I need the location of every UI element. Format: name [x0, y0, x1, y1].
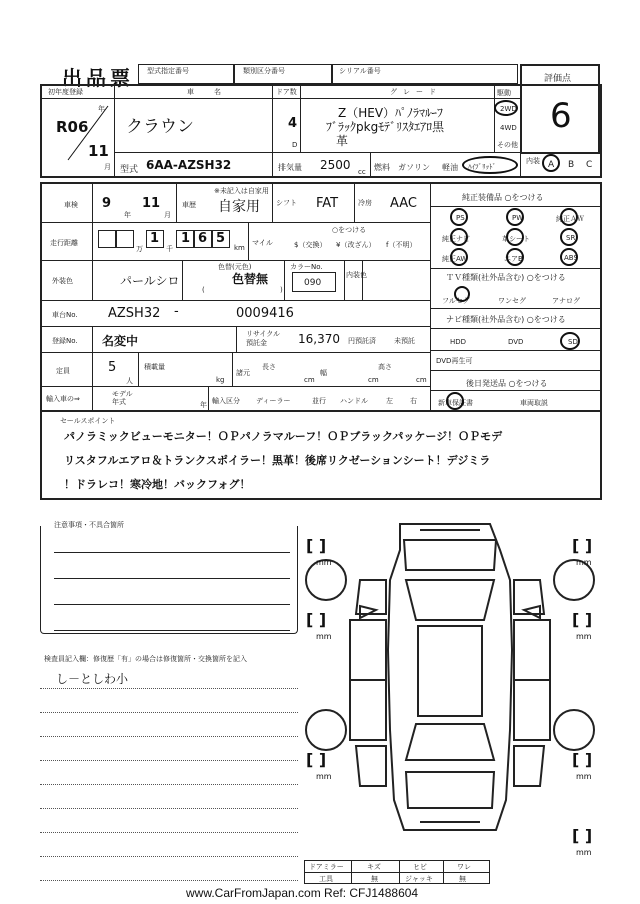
tv-fullseg-circle	[454, 286, 470, 302]
opt-sr-circle	[560, 228, 578, 246]
opt-ps-circle	[450, 208, 468, 226]
opt-pw-circle	[506, 208, 524, 226]
exterior-color: パールシロ	[120, 274, 180, 288]
grade-line3: 革	[336, 134, 349, 148]
displacement: 2500	[320, 158, 351, 172]
opt-leather-circle	[506, 228, 524, 246]
score-value: 6	[550, 96, 572, 136]
color-change: 色替無	[232, 272, 269, 286]
sheet-title: 出品票	[62, 66, 134, 90]
vehicle-basic-section: 初年度登録 年 R06 11 月 車名 クラウン ドア数 4 D グレード Z（HEV）ﾊﾟﾉﾗﾏﾙｰﾌ ﾌﾞﾗｯｸpkgﾓﾃﾞﾘｽﾀｴｱﾛ黒 革 駆動 2WD 4WD その他 型式 6AA-AZSH32 排気量 2500 cc 燃料 ガソリン 軽油 ﾊｲﾌﾞﾘｯﾄﾞ 内装 A B C	[40, 84, 602, 178]
score-label: 評価点	[544, 74, 572, 84]
class-box: 類別区分番号	[234, 64, 332, 84]
shift-value: FAT	[316, 196, 339, 211]
fuel-hybrid-circle	[462, 156, 518, 174]
selling-points: セールスポイント パノラミックビューモニター！ＯＰパノラマルーフ！ＯＰブラックパッケージ！ＯＰモデ リスタフルエアロ＆トランクスポイラー！黒革！後席リクゼーションシート！デジミラ ！ドラレコ！寒冷地！バックフォグ！	[40, 410, 602, 500]
registration: 名変中	[102, 334, 139, 348]
opt-aw-circle	[450, 248, 468, 266]
serial-box: シリアル番号	[332, 64, 518, 84]
mileage-digit-3: 6	[198, 231, 208, 246]
drive-2wd-circle	[494, 100, 518, 116]
docs-warranty-circle	[446, 392, 464, 410]
frame-number: 0009416	[236, 306, 294, 321]
doors-value: 4	[288, 116, 298, 131]
mileage-digit-1: 1	[150, 231, 160, 246]
capacity: 5	[108, 360, 117, 375]
nav-sd-circle	[560, 332, 580, 350]
interior-a-circle	[542, 154, 560, 172]
opt-nav-circle	[450, 228, 468, 246]
notes-box	[40, 526, 298, 634]
damage-legend: ドアミラー キズ ヒビ ワレ 工具 無 ジャッキ 無	[304, 860, 490, 884]
inspector-note: し－としわ小	[56, 672, 129, 686]
notes-label: 注意事項・不具合箇所	[54, 521, 124, 529]
mileage-digit-4: 5	[216, 231, 226, 246]
car-damage-diagram	[300, 510, 600, 850]
frame-model: AZSH32	[108, 306, 161, 321]
color-number: 090	[304, 278, 322, 288]
mileage-digit-2: 1	[181, 231, 191, 246]
inspect-year: 9	[102, 196, 112, 211]
inspector-label: 検査員記入欄：修復歴「有」の場合は修復箇所・交換箇所を記入	[44, 655, 247, 663]
grade-line1: Z（HEV）ﾊﾟﾉﾗﾏﾙｰﾌ	[338, 106, 444, 120]
first-reg-month: 11	[88, 142, 109, 160]
ac-value: AAC	[390, 196, 417, 211]
history-value: 自家用	[218, 199, 260, 215]
inspect-month: 11	[142, 196, 161, 211]
type-cert-box: 型式指定番号	[138, 64, 234, 84]
car-name: クラウン	[126, 117, 194, 137]
footer-ref: www.CarFromJapan.com Ref: CFJ1488604	[186, 886, 419, 900]
recycle-fee: 16,370	[298, 332, 340, 346]
opt-abs-circle	[560, 248, 578, 266]
opt-airbag-circle	[506, 248, 524, 266]
vehicle-details-section: 車検 9 年 11 月 車歴 ※未記入は自家用 自家用 シフト FAT 冷房 AAC 走行距離 万 1 千 1 6 5 km マイル ○をつける $（交換） ¥（改ざん） f（不明） 外装色 パールシロ 色替(元色) 色替無 ( ) カラーNo. 090 内装色 車台No. AZSH32 - 0009416 登録No. 名変中 リサイクル預託金 16,370 円預託済 未預託 定員 5 人 積載量 kg 諸元 長さ cm 幅 cm 高さ cm 輸入車の⇒ モデル年式 年 輸入区分 ディーラー 並行 ハンドル 左 右 純正装備品 ○をつける PS PW 純正ＡＷ 純正ナビ 革シート SR 純正AW エアB ABS ＴＶ種類(社外品含む) ○をつける フルセグ ワンセグ アナログ ナビ種類(社外品含む) ○をつける HDD DVD SD DVD再生可 後日発送品 ○をつける 新車保証書 車両取説	[40, 182, 602, 412]
selling-line-2: リスタフルエアロ＆トランクスポイラー！黒革！後席リクゼーションシート！デジミラ	[64, 454, 491, 467]
opt-tv-circle	[560, 208, 578, 226]
first-reg-year: R06	[56, 118, 89, 136]
grade-line2: ﾌﾞﾗｯｸpkgﾓﾃﾞﾘｽﾀｴｱﾛ黒	[326, 120, 445, 134]
model-code: 6AA-AZSH32	[146, 158, 232, 172]
selling-line-3: ！ドラレコ！寒冷地！バックフォグ！	[64, 478, 251, 491]
selling-line-1: パノラミックビューモニター！ＯＰパノラマルーフ！ＯＰブラックパッケージ！ＯＰモデ	[64, 430, 503, 443]
